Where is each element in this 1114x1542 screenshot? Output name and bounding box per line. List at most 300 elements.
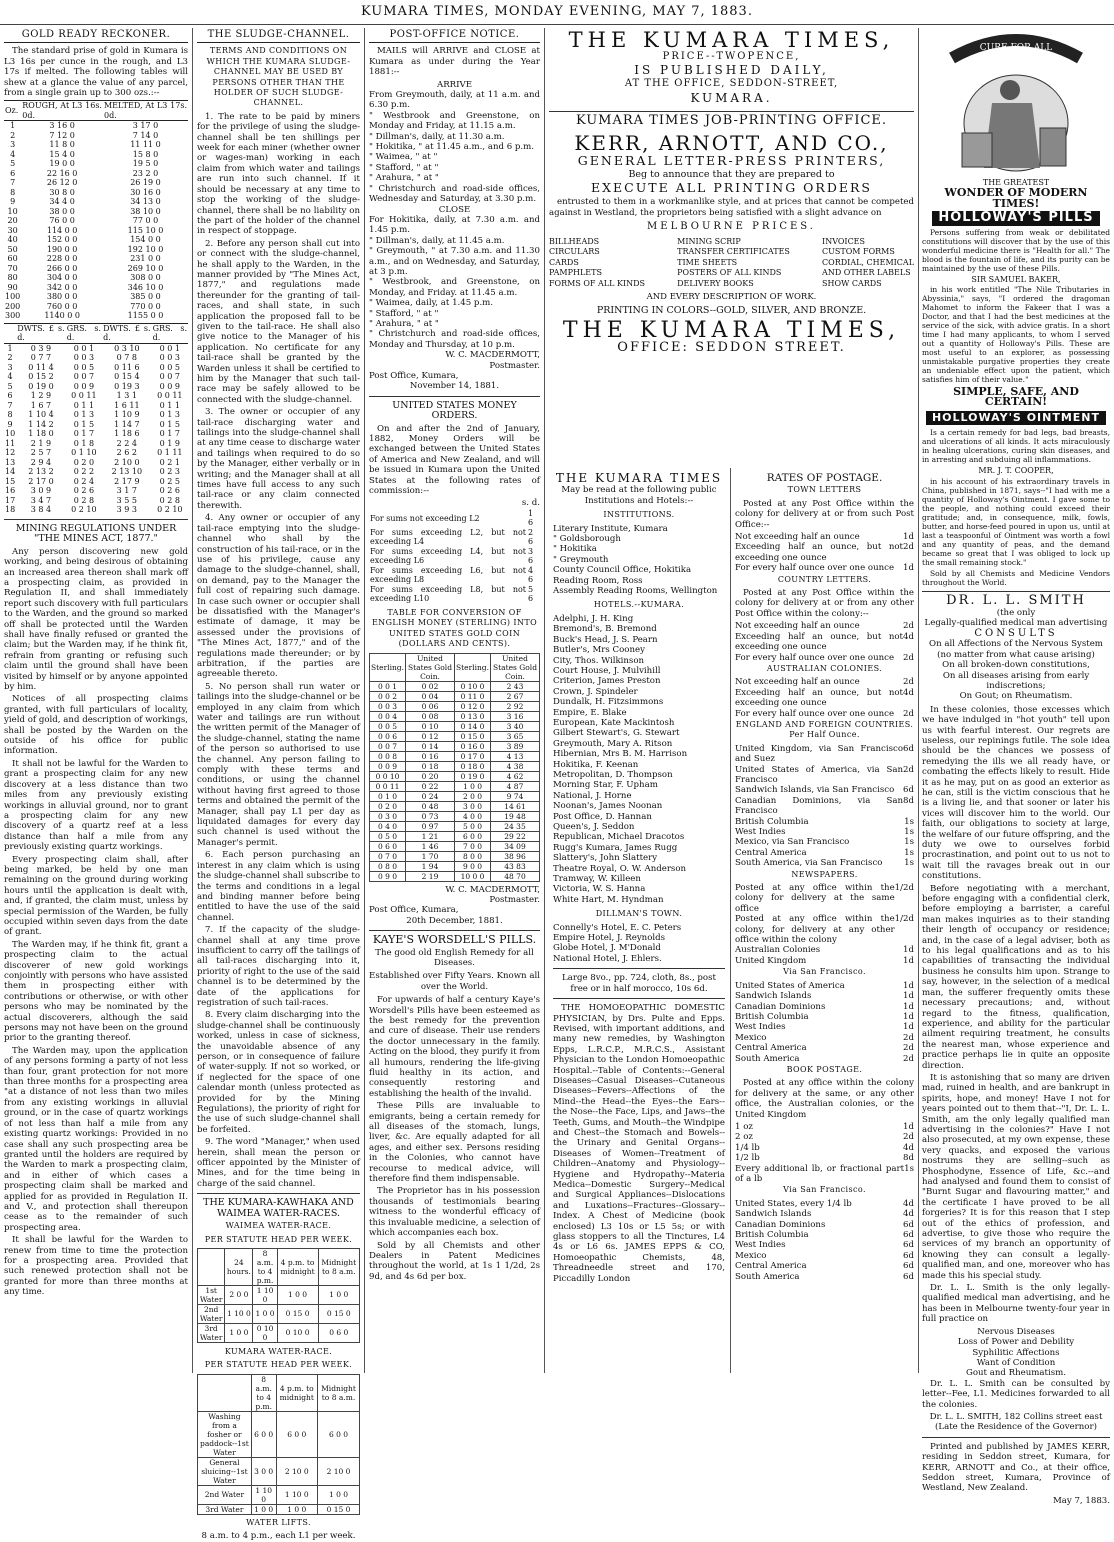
table-cell: 11 8 0 (49, 140, 75, 150)
column-1 (4, 28, 188, 1373)
table-cell: 5 (10, 159, 16, 169)
table-cell: 385 0 0 (130, 292, 161, 302)
conversion-row (370, 791, 540, 801)
table-cell: 115 10 0 (127, 225, 164, 235)
table-cell: 0 1 10 (71, 448, 97, 458)
table-cell: 1 3 1 (116, 391, 138, 401)
dwts-row (4, 467, 188, 477)
list-item: Reading Room, Ross (553, 575, 643, 586)
table-cell: 0 1 7 (73, 429, 95, 439)
table-cell: 0 0 1 (370, 681, 406, 691)
table-cell: 77 0 0 (132, 216, 159, 226)
table-cell: 0 0 7 (159, 372, 180, 382)
list-item: Adelphi, J. H. King (553, 613, 634, 624)
table-cell: 0 0 7 (73, 372, 95, 382)
rate-value: 1d (903, 532, 914, 543)
table-cell: 3 0 0 (251, 1457, 276, 1485)
svg-text:CURE FOR ALL: CURE FOR ALL (979, 43, 1053, 53)
rate-row (735, 563, 914, 573)
table-cell: 3 89 (491, 741, 540, 751)
table-cell: 38 0 0 (49, 206, 75, 216)
holloway-pills-badge: HOLLOWAY'S PILLS (932, 211, 1099, 225)
rate-value: 2d (903, 621, 914, 632)
paragraph: 7. If the capacity of the sludge-channel shall at any time prove insufficient to carry off the tailings of all tail-races discharging into it, priority of right to the use of the said channel is to be determined by the date of the applications for registration of such tail-races. (197, 925, 360, 1008)
rate-row (735, 991, 914, 1001)
list-item: " Christchurch and road-side offices, Monday and Thursday, at 10 p.m. (369, 329, 540, 350)
table-cell: 0 0 4 (370, 711, 406, 721)
table-cell: 1 21 (406, 831, 455, 841)
conversion-row (370, 861, 540, 871)
table-cell: 0 20 (406, 771, 455, 781)
list-item: Butler's, Mrs Cooney (553, 645, 645, 656)
table-cell: 8 (10, 187, 16, 197)
rate-row (735, 653, 914, 663)
waimea-table (197, 1248, 360, 1343)
list-item: City, Thos. Wilkinson (553, 655, 645, 666)
kumara-water-row (198, 1457, 360, 1485)
table-cell: 3 16 (491, 711, 540, 721)
rate-row (735, 1012, 914, 1022)
table-cell: 1 94 (406, 861, 455, 871)
table-cell: 2nd Water (198, 1485, 252, 1504)
rate-row (735, 677, 914, 687)
list-item: " Waimea, " at " (369, 152, 438, 163)
conversion-row (370, 871, 540, 881)
table-cell: 1 0 0 (253, 1304, 277, 1323)
table-cell: 0 1 1 (159, 400, 180, 410)
table-cell: 1 10 0 (251, 1485, 276, 1504)
table-cell: 1 10 0 (253, 1285, 277, 1304)
table-cell: 6 (10, 168, 16, 178)
column-header: Midnight to 8 a.m. (318, 1248, 360, 1285)
reckoner-row (4, 178, 188, 188)
rate-label: West Indies (735, 1022, 786, 1033)
list-item: European, Kate Mackintosh (553, 717, 675, 728)
table-cell: 0 2 1 (159, 457, 180, 467)
table-cell: 0 11 0 (455, 691, 491, 701)
conversion-row (370, 711, 540, 721)
rate-row (735, 1143, 914, 1153)
conversion-row (370, 831, 540, 841)
conversion-row (370, 781, 540, 791)
rate-label: Sandwich Islands (735, 1209, 812, 1220)
list-item: County Council Office, Hokitika (553, 565, 692, 576)
table-cell: 76 0 0 (49, 216, 75, 226)
rate-label: Sandwich Islands (735, 991, 812, 1002)
rate-row (735, 1033, 914, 1043)
table-cell: 19 0 0 (49, 159, 75, 169)
table-cell: 60 (7, 254, 18, 264)
table-cell: 0 1 0 (370, 791, 406, 801)
column-header: 24 hours. (225, 1248, 253, 1285)
column-header: Sterling. (455, 653, 491, 681)
table-cell: 190 0 0 (46, 244, 78, 254)
list-item: Victoria, W. S. Hanna (553, 884, 646, 895)
column-header: 8 a.m. to 4 p.m. (251, 1374, 276, 1411)
table-cell: 3 8 4 (30, 505, 52, 515)
table-cell: 20 (7, 216, 18, 226)
table-cell: 0 8 0 (370, 861, 406, 871)
table-cell: 0 0 8 (370, 751, 406, 761)
table-cell: 3 0 0 (455, 801, 491, 811)
table-cell: 0 2 6 (159, 486, 180, 496)
table-cell: 0 0 11 (71, 391, 97, 401)
table-cell: 0 1 5 (73, 419, 95, 429)
money-rate-row (369, 509, 540, 528)
table-cell: 231 0 0 (130, 254, 161, 264)
table-cell: 3 40 (491, 721, 540, 731)
dwts-row (4, 382, 188, 392)
table-cell: 1155 0 0 (127, 311, 164, 321)
list-item: Empire Hotel, J. Reynolds (553, 933, 666, 944)
list-item: " Stafford, " at " (369, 162, 439, 173)
table-cell: 2 0 0 (455, 791, 491, 801)
conversion-row (370, 681, 540, 691)
rate-value: 1s (904, 847, 914, 858)
table-cell: 2 5 7 (30, 448, 52, 458)
table-cell: 0 18 (406, 761, 455, 771)
rate-value: 4d (903, 1209, 914, 1220)
rate-value: 2d (903, 764, 914, 775)
table-cell: 0 15 4 (114, 372, 140, 382)
table-cell: 0 2 10 (157, 505, 183, 515)
reckoner-row (4, 131, 188, 141)
table-cell: 12 (5, 448, 16, 458)
dwts-row (4, 505, 188, 515)
reckoner-row (4, 216, 188, 226)
table-cell: 0 2 0 (370, 801, 406, 811)
paragraph: The Warden may, if he think fit, grant a prospecting claim to the actual discoverer of new gold workings conjointly with persons who have assisted them in prospecting either with contributions or otherwise, or with other persons who may be nominated by the actual discoverers, although the said persons may not have been on the ground prior to the granting thereof. (4, 939, 188, 1044)
rate-value: 1d (903, 991, 914, 1002)
reckoner-row (4, 311, 188, 321)
table-cell: 11 11 0 (130, 140, 161, 150)
conversion-row (370, 761, 540, 771)
table-cell: 1 10 0 (225, 1304, 253, 1323)
table-cell: 2nd Water (198, 1304, 225, 1323)
list-item: " Hokitika, " at 11.45 a.m., and 6 p.m. (369, 142, 535, 153)
rate-value: 2d (903, 677, 914, 688)
table-cell: 7 (7, 400, 13, 410)
rate-row (735, 1043, 914, 1053)
table-cell: 4 (7, 372, 13, 382)
rate-row (735, 765, 914, 786)
table-cell: 1 14 2 (28, 419, 54, 429)
reckoner-table: Oz. ROUGH, At L3 16s. 0d. MELTED, At L3 17s. 0d. 1 3 16 0 3 17 0 2 7 12 0 7 14 0 3 11 8 0 11 11 0 4 15 4 0 15 8 0 5 19 0 0 19 5 0 6 22 16 0 23 2 0 7 26 12 0 26 19 0 8 30 8 0 30 16 0 9 34 4 0 34 13 0 10 38 0 0 38 10 0 20 76 0 0 77 0 0 30 114 0 0 115 10 0 40 152 0 0 154 0 0 50 190 0 0 192 10 0 60 228 0 0 231 0 0 70 266 0 0 269 10 0 80 304 0 0 308 0 0 90 342 0 0 346 10 0 100 380 0 0 385 0 0 200 760 0 0 770 0 0 300 1140 0 0 1155 0 0 (5, 101, 187, 321)
table-cell: 7 (10, 178, 16, 188)
reckoner-intro: The standard prise of gold in Kumara is L3 16s per cunce in the rough, and L3 17s if melted. The following tables will shew at a glance the value of any parcel, from a single grain up to 300 ozs.:-- (4, 46, 188, 99)
rate-label: Mexico, via San Francisco (735, 837, 850, 848)
reckoner-row (4, 292, 188, 302)
table-cell: 2 (7, 353, 13, 363)
rate-label: South America (735, 1053, 800, 1064)
table-cell: 0 0 2 (370, 691, 406, 701)
list-item: National, J. Horne (553, 790, 632, 801)
column-header: 4 p.m. to midnight (276, 1374, 317, 1411)
table-cell: 0 0 11 (157, 391, 183, 401)
list-item: " Hokitika (553, 544, 597, 555)
table-cell: 13 (5, 457, 16, 467)
table-cell: 0 0 9 (73, 381, 95, 391)
dwts-row (4, 486, 188, 496)
column-3: POST-OFFICE NOTICE. MAILS will ARRIVE and CLOSE at Kumara as under during the Year 1881:-- ARRIVE From Greymouth, daily, at 11 a.m. and 6.30 p.m. " Westbrook and Greenstone, on Monday and Friday, at 11.15 a.m. " Dillman's, daily, at 11.30 a.m. " Hokitika, " at 11.45 a.m., and 6 p.m. " Waimea, " at " " Stafford, " at " " Arahura, " at " " Christchurch and road-side offices, Wednesday and Saturday, at 3.30 p.m. CLOSE For Hokitika, daily, at 7.30 a.m. and 1.45 p.m. " Dillman's, daily, at 11.45 a.m. " Greymouth, " at 7.30 a.m. and 11.30 a.m., and on Wednesday, and Saturday, at 3 p.m. " Westbrook, and Greenstone, on Monday, and Friday. at 11.45 a.m. " Waimea, daily, at 1.45 p.m. " Stafford, " at " " Arahura, " at " " Christchurch and road-side offices, Monday and Thursday, at 10 p.m. W. C. MACDERMOTT, Postmaster. Post Office, Kumara, November 14, 1881. UNITED STATES MONEY ORDERS. On and after the 2nd of January, 1882, Money Orders will be exchanged between the United States of America and New Zealand, and will be issued in Kumara upon the United States at the following rates of commission:-- s. d. For sums not exceeding L2 1 6 For sums exceeding L2, but not exceeding L4 2 6 For sums exceeding L4, but not exceeding L6 3 6 For sums exceeding L6, but not exceeding L8 4 6 For sums exceeding L8, but not exceeding L10 5 6 TABLE FOR CONVERSION OF ENGLISH MONEY (STERLING) INTO UNITED STATES GOLD COIN (DOLLARS AND CENTS). Sterling. United States Gold Coin. Sterling. United States Gold Coin. 0 0 1 0 02 0 10 0 2 43 0 0 2 0 04 0 11 0 2 67 0 0 3 0 06 0 12 0 2 92 0 0 4 0 08 0 13 0 3 16 0 0 5 0 10 0 14 0 3 40 0 0 6 0 12 0 15 0 3 65 0 0 7 0 14 0 16 0 3 89 0 0 8 0 16 0 17 0 4 13 0 0 9 0 18 0 18 0 4 38 0 0 10 0 20 0 19 0 4 62 0 0 11 0 22 1 0 0 4 87 0 1 0 0 24 2 0 0 9 74 0 2 0 0 48 3 0 0 14 61 0 3 0 0 73 4 0 0 19 48 0 4 0 0 97 5 0 0 24 35 0 5 0 1 21 6 0 0 29 22 0 6 0 1 46 7 0 0 34 09 0 7 0 1 70 8 0 0 38 96 0 8 0 1 94 9 0 0 43 83 0 9 0 2 19 10 0 0 48 70 W. C. MACDERMOTT, Postmaster. Post Office, Kumara, 20th December, 1881. KAYE'S WORSDELL'S PILLS. The good old English Remedy for all Diseases. Established over Fifty Years. Known all over the World. For upwards of half a century Kaye's Worsdell's Pills have been esteemed as the best remedy for the prevention and cure of disease. Their use renders the doctor unnecessary in the family. Acting on the blood, they purify it from all humours, rendering the life-giving fluid healthy in its action, and consequently restoring and establishing the health of the invalid. These Pills are invaluable to emigrants, being a certain remedy for all diseases of the stomach, lungs, liver, &c. Are equally adapted for all ages, and either sex. Persons residing in the Colonies, who cannot have recourse to medical advice, will therefore find them indispensable. The Proprietor has in his possession thousands of testimonials bearing witness to the wonderful efficacy of this invaluable medicine, a selection of which accompanies each box. Sold by all Chemists and other Dealers in Patent Medicines throughout the world, at 1s 1 1/2d, 2s 9d, and 4s 6d per box. (369, 29, 540, 1282)
rate-label: British Columbia (735, 1230, 809, 1241)
rate-value: 1d (903, 1121, 914, 1132)
table-cell: 0 10 0 (277, 1323, 318, 1342)
table-cell: 2 9 4 (30, 457, 52, 467)
table-cell: 0 19 3 (114, 381, 140, 391)
rate-value: 4d (903, 1142, 914, 1153)
sludge-intro: TERMS AND CONDITIONS ON WHICH THE KUMARA SLUDGE-CHANNEL MAY BE USED BY PERSONS OTHER THAN THE HOLDER OF SUCH SLUDGE-CHANNEL. (206, 46, 351, 108)
rate-row (735, 532, 914, 542)
paragraph: It shall be lawful for the Warden to renew from time to time the protection for a prospecting area. Provided that such renewed protection shall not be granted for more than three months at any time. (4, 1235, 188, 1298)
table-cell: 1 70 (406, 851, 455, 861)
rate-value: 1d (903, 1022, 914, 1033)
table-cell: 0 2 5 (159, 476, 180, 486)
rate-label: West Indies (735, 1240, 786, 1251)
table-cell: 2 92 (491, 701, 540, 711)
table-cell: 0 1 9 (159, 438, 180, 448)
table-cell: 0 06 (406, 701, 455, 711)
job-printing-title: KUMARA TIMES JOB-PRINTING OFFICE. (575, 112, 888, 128)
table-cell: 2 17 9 (114, 476, 140, 486)
table-cell: 304 0 0 (46, 273, 78, 283)
table-cell: 30 16 0 (130, 187, 161, 197)
reckoner-row (4, 264, 188, 274)
list-item: Rugg's Kumara, James Rugg (553, 842, 678, 853)
rate-row (735, 945, 914, 955)
table-cell: 0 19 0 (455, 771, 491, 781)
rate-label: Sandwich Islands, via San Francisco (735, 785, 895, 796)
table-cell: 0 2 6 (73, 486, 95, 496)
list-item: " Arahura, " at " (369, 173, 439, 184)
dwts-row (4, 353, 188, 363)
table-cell: 26 12 0 (46, 178, 78, 188)
list-item: Buck's Head, J. S. Pearn (553, 634, 658, 645)
table-cell: 114 0 0 (46, 225, 78, 235)
list-item: National Hotel, J. Ehlers. (553, 953, 662, 964)
rate-row (735, 837, 914, 847)
table-cell: 266 0 0 (46, 263, 78, 273)
table-cell: 3 0 9 (30, 486, 52, 496)
rate-row (735, 817, 914, 827)
list-item: Greymouth, Mary A. Ritson (553, 738, 673, 749)
list-item: Court House, J. Mulvihill (553, 665, 661, 676)
table-cell: 1 18 6 (114, 429, 140, 439)
table-cell: 14 (5, 467, 16, 477)
table-cell: 7 14 0 (132, 130, 159, 140)
table-cell: 380 0 0 (46, 292, 78, 302)
table-cell: 346 10 0 (127, 282, 164, 292)
rate-value: 6d (903, 1219, 914, 1230)
paragraph: 8. Every claim discharging into the sludge-channel shall be continuously worked, unless in case of sickness, the unavoidable absence of any person, or in consequence of failure of water-supply. If not so worked, or if neglected for the space of one calendar month (unless protected as provided for by the Mining Regulations), the priority of right for the use of such sludge-channel shall be forfeited. (197, 1010, 360, 1135)
times-title: THE KUMARA TIMES, (568, 28, 895, 52)
conversion-row (370, 801, 540, 811)
list-item: BILLHEADS (549, 236, 600, 246)
rate-value: 4d (903, 687, 914, 698)
list-item: AND OTHER LABELS (822, 268, 911, 278)
rate-row (735, 796, 914, 817)
table-cell: 0 10 0 (253, 1323, 277, 1342)
table-cell: 0 0 10 (370, 771, 406, 781)
rate-value: 1d (903, 980, 914, 991)
table-cell: 1 10 9 (114, 410, 140, 420)
table-cell: 1 0 0 (455, 781, 491, 791)
table-cell: 3 1 7 (116, 486, 138, 496)
rate-label: United States of America (735, 980, 845, 991)
list-item: TRANSFER CERTIFICATES (677, 247, 790, 257)
table-cell: 1 18 0 (28, 429, 54, 439)
reckoner-row (4, 197, 188, 207)
rate-row (735, 1220, 914, 1230)
table-cell: 0 11 4 (28, 362, 54, 372)
paragraph: 2. Before any person shall cut into or connect with the sludge-channel, he shall apply to the Warden, in the manner provided by "The Mines Act, 1877," and regulations made thereunder for the granting of tail-races, and shall state, in such application the proposed fall to be given to the tail-race. He shall also give notice to the Manager of his application. No certificate for any tail-race shall be granted by the Warden unless it shall be certified to him by the Manager that such tail-race may be safely allowed to be connected with the sludge-channel. (197, 238, 360, 405)
list-item: " Dillman's, daily, at 11.30 a.m. (369, 131, 505, 142)
list-item: Slattery's, John Slattery (553, 853, 658, 864)
list-item: Literary Institute, Kumara (553, 523, 668, 534)
rate-row (735, 744, 914, 765)
table-cell: 18 (5, 505, 16, 515)
list-item: " Westbrook, and Greenstone, on Monday, and Friday. at 11.45 a.m. (369, 277, 540, 298)
table-cell: 1 2 9 (30, 391, 52, 401)
table-cell: 6 (7, 391, 13, 401)
conversion-row (370, 851, 540, 861)
table-cell: 10 (5, 429, 16, 439)
rate-label: South America, via San Francisco (735, 858, 883, 869)
table-cell: 1 0 0 (277, 1285, 318, 1304)
list-item: From Greymouth, daily, at 11 a.m. and 6.30 p.m. (369, 90, 540, 111)
list-item: Post Office, D. Hannan (553, 811, 652, 822)
table-cell: 23 2 0 (132, 168, 159, 178)
rate-row (735, 1251, 914, 1261)
post-intro: MAILS will ARRIVE and CLOSE at Kumara as under during the Year 1881:-- (369, 46, 540, 78)
table-cell: 0 15 0 (318, 1304, 360, 1323)
table-cell: 15 8 0 (132, 149, 159, 159)
water-title: THE KUMARA-KAWHAKA AND WAIMEA WATER-RACES. (203, 1197, 354, 1219)
rate-value: 1d (903, 945, 914, 956)
list-item: " Greymouth (553, 554, 609, 565)
table-cell: 3 16 0 (49, 121, 75, 131)
table-cell: 29 22 (491, 831, 540, 841)
rate-label: South America (735, 1271, 800, 1282)
column-header: 8 a.m. to 4 p.m. (253, 1248, 277, 1285)
rate-row (735, 956, 914, 966)
rate-label: Australian Colonies (735, 945, 821, 956)
list-item: " Waimea, daily, at 1.45 p.m. (369, 298, 494, 309)
dwts-row (4, 410, 188, 420)
table-cell: 1 0 0 (276, 1504, 317, 1514)
list-item: " Arahura, " at " (369, 318, 439, 329)
list-item: Gilbert Stewart's, G. Stewart (553, 728, 680, 739)
rate-row (735, 632, 914, 653)
table-cell: 1 (7, 343, 13, 353)
list-item: CUSTOM FORMS (822, 247, 895, 257)
rate-row (735, 1199, 914, 1209)
read-at-column: THE KUMARA TIMES May be read at the following public Institutions and Hotels:-- INSTITUTIONS. Literary Institute, Kumara " Goldsborough " Hokitika " Greymouth County Council Office, Hokitika Reading Room, Ross Assembly Reading Rooms, Wellington HOTELS.--KUMARA. Adelphi, J. H. King Bremond's, B. Bremond Buck's Head, J. S. Pearn Butler's, Mrs Cooney City, Thos. Wilkinson Court House, J. Mulvihill Criterion, James Preston Crown, J. Spindeler Dundalk, H. Fitzsimmons Empire, E. Blake European, Kate Mackintosh Gilbert Stewart's, G. Stewart Greymouth, Mary A. Ritson Hibernian, Mrs B. M. Harrison Hokitika, F. Keenan Metropolitan, D. Thompson Morning Star, F. Upham National, J. Horne Noonan's, James Noonan Post Office, D. Hannan Queen's, J. Seddon Republican, Michael Dracotos Rugg's Kumara, James Rugg Slattery's, John Slattery Theatre Royal, O. W. Anderson Tramway, W. Killeen Victoria, W. S. Hanna White Hart, M. Hyndman DILLMAN'S TOWN. Connelly's Hotel, E. C. Peters Empire Hotel, J. Reynolds Globe Hotel, J. M'Donald National Hotel, J. Ehlers. Large 8vo., pp. 724, cloth, 8s., post free or in half morocco, 10s 6d. THE HOMOEOPATHIC DOMESTIC PHYSICIAN, by Drs. Pulte and Epps. Revised, with important additions, and many new remedies, by Washington Epps, L.R.C.P., M.R.C.S., Assistant Physician to the London Homoeopathic Hospital.--Table of Contents:--General Diseases--Casual Diseases--Cutaneous Diseases--Fevers--Affections of the Mind--the Head--the Eyes--the Ears--the Nose--the Face, Lips, and Jaws--the Teeth, Gums, and Mouth--the Windpipe and Chest--the Stomach and Bowels--the Urinary and Genital Organs--Diseases of Women--Treatment of Children--Anatomy and Physiology--Hygiene and Hydropathy--Materia Medica--Domestic Surgery--Medical and Surgical Appliances--Dislocations and Luxations--Fractures--Glossary--Index. A Chest of Medicine (book enclosed) L3 10s or L5 5s; or with glass stoppers to all the Tinctures, L4 4s or L6 6s. JAMES EPPS & CO, Homoeopathic Chemists, 48, Threadneedle street and 170, Piccadilly London (553, 471, 725, 1284)
table-cell: 0 12 (406, 731, 455, 741)
table-cell: 15 4 0 (49, 149, 75, 159)
table-cell: 0 15 2 (28, 372, 54, 382)
table-cell: 1 (10, 121, 16, 131)
table-cell: 0 19 0 (28, 381, 54, 391)
rate-label: For every half ounce over one ounce (735, 652, 895, 663)
holloway-ointment-badge: HOLLOWAY'S OINTMENT (926, 411, 1106, 425)
table-cell: 0 14 (406, 741, 455, 751)
money-rate-row (369, 547, 540, 566)
table-cell: 3rd Water (198, 1504, 252, 1514)
table-cell: 3 4 7 (30, 495, 52, 505)
table-cell: 4 (10, 149, 16, 159)
kumara-water-row (198, 1504, 360, 1514)
conversion-row (370, 821, 540, 831)
table-cell: 1 0 0 (317, 1485, 359, 1504)
table-cell: 8 0 0 (455, 851, 491, 861)
rate-value: 8d (903, 1153, 914, 1164)
list-item: Theatre Royal, O. W. Anderson (553, 863, 687, 874)
dr-smith-name: DR. L. L. SMITH (946, 592, 1086, 608)
table-cell: 0 0 3 (370, 701, 406, 711)
table-cell: 3rd Water (198, 1323, 225, 1342)
table-cell: 9 (7, 419, 13, 429)
table-cell: 0 3 10 (114, 343, 140, 353)
table-cell: 228 0 0 (46, 254, 78, 264)
rate-value: 2d (903, 1032, 914, 1043)
table-cell: 2 10 0 (317, 1457, 359, 1485)
table-cell: 152 0 0 (46, 235, 78, 245)
table-cell: 0 4 0 (370, 821, 406, 831)
table-cell: Washing from a fosher or paddock--1st Water (198, 1411, 252, 1457)
table-cell: 6 0 0 (317, 1411, 359, 1457)
list-item: Metropolitan, D. Thompson (553, 769, 673, 780)
paragraph: It shall not be lawful for the Warden to grant a prospecting claim for any new discovery at a less distance than two miles from any previously existing workings in alluvial ground, nor to grant a prospecting claim for any new discovery of a quartz reef at a less distance than half a mile from any previously existing quartz workings. (4, 758, 188, 853)
table-cell: 308 0 0 (130, 273, 161, 283)
rate-label: British Columbia (735, 816, 809, 827)
table-cell: 19 48 (491, 811, 540, 821)
table-cell: 22 16 0 (46, 168, 78, 178)
rate-row (735, 827, 914, 837)
table-cell: 2 19 (406, 871, 455, 881)
rate-label: Mexico (735, 1032, 767, 1043)
rate-row (735, 709, 914, 719)
table-cell: 9 74 (491, 791, 540, 801)
list-item: White Hart, M. Hyndman (553, 894, 664, 905)
table-cell: 4 62 (491, 771, 540, 781)
table-cell: 0 7 8 (116, 353, 138, 363)
rate-label: 1/4 lb (735, 1142, 760, 1153)
list-item: Empire, E. Blake (553, 707, 627, 718)
dwts-row (4, 429, 188, 439)
table-cell: 4 0 0 (455, 811, 491, 821)
table-cell: 0 73 (406, 811, 455, 821)
waimea-row (198, 1285, 360, 1304)
table-cell: 0 1 11 (157, 448, 183, 458)
list-item: " Goldsborough (553, 534, 621, 545)
table-cell: 9 0 0 (455, 861, 491, 871)
kumara-water-table (197, 1374, 360, 1515)
table-cell: 0 3 0 (370, 811, 406, 821)
money-rate-row (369, 528, 540, 547)
table-cell: 5 0 0 (455, 821, 491, 831)
rate-value: 6d (903, 1240, 914, 1251)
table-cell: 43 83 (491, 861, 540, 871)
table-cell: 5 6 (528, 584, 534, 604)
table-cell: 0 08 (406, 711, 455, 721)
rate-label: 1/2 lb (735, 1153, 760, 1164)
table-cell: 90 (7, 282, 18, 292)
list-item: Connelly's Hotel, E. C. Peters (553, 922, 682, 933)
table-cell: General sluicing--1st Water (198, 1457, 252, 1485)
rate-row (735, 1209, 914, 1219)
table-cell: 0 97 (406, 821, 455, 831)
